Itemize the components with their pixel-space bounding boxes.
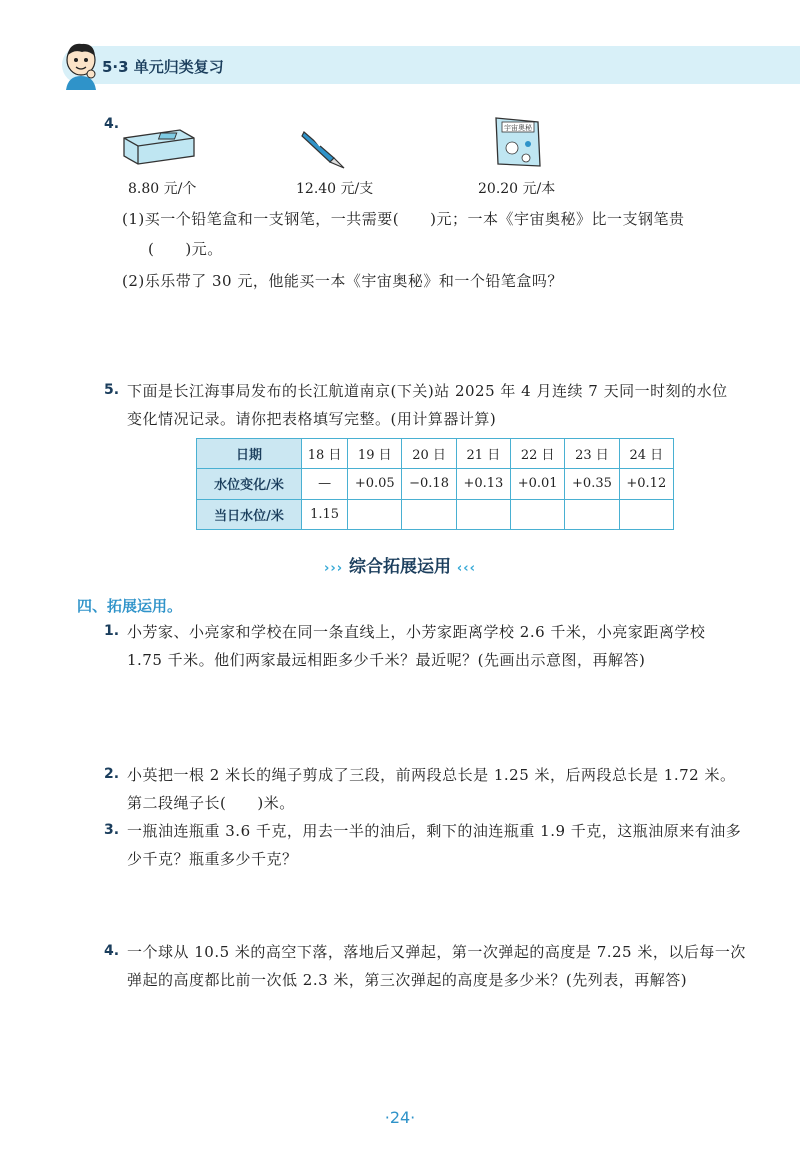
section-title-text: 综合拓展运用 [349,557,451,577]
p4-q1-line1: 小芳家、小亮家和学校在同一条直线上，小芳家距离学校 2.6 千米，小亮家距离学校 [127,623,706,641]
q4-part1-line1: (1)买一个铅笔盒和一支钢笔，一共需要( )元；一本《宇宙奥秘》比一支钢笔贵 [122,210,685,228]
change-cell: +0.13 [456,469,510,499]
level-cell[interactable] [619,499,673,529]
table-row [197,469,674,499]
date-cell: 20 日 [402,439,456,469]
level-cell: 1.15 [302,499,348,529]
pencil-case-icon [120,124,198,166]
table-row [197,499,674,529]
fountain-pen-price: 12.40 元/支 [296,181,374,197]
p4-q2-line2: 第二段绳子长( )米。 [127,794,295,812]
pencil-case-price: 8.80 元/个 [128,181,197,197]
row-header-date: 日期 [197,439,302,469]
mascot-icon [58,40,104,90]
q4-number: 4. [104,116,120,132]
row-header-change: 水位变化/米 [197,469,302,499]
date-cell: 18 日 [302,439,348,469]
level-cell[interactable] [456,499,510,529]
p4-q2-number: 2. [104,766,120,782]
level-cell[interactable] [565,499,619,529]
p4-q3-line1: 一瓶油连瓶重 3.6 千克，用去一半的油后，剩下的油连瓶重 1.9 千克，这瓶油原来有油多 [127,822,742,840]
section-left-arrows: ››› [324,561,344,576]
part4-heading: 四、拓展运用。 [77,597,183,615]
p4-q2-line1: 小英把一根 2 米长的绳子剪成了三段，前两段总长是 1.25 米，后两段总长是 1.72 米。 [127,766,736,784]
level-cell[interactable] [511,499,565,529]
row-header-level: 当日水位/米 [197,499,302,529]
q5-line1: 下面是长江海事局发布的长江航道南京(下关)站 2025 年 4 月连续 7 天同一时刻的水位 [127,382,728,400]
change-cell: +0.05 [348,469,402,499]
date-cell: 22 日 [511,439,565,469]
change-cell: +0.01 [511,469,565,499]
change-cell: −0.18 [402,469,456,499]
p4-q4-line2: 弹起的高度都比前一次低 2.3 米，第三次弹起的高度是多少米？(先列表，再解答) [127,971,688,989]
fountain-pen-icon [300,126,350,170]
level-cell[interactable] [402,499,456,529]
section-title [0,552,800,577]
header-title: 5·3 单元归类复习 [102,58,224,76]
p4-q3-line2: 少千克？瓶重多少千克？ [127,850,298,868]
q5-line2: 变化情况记录。请你把表格填写完整。(用计算器计算) [127,410,497,428]
water-level-table [196,438,674,530]
change-cell: — [302,469,348,499]
q4-part1-line2: ( )元。 [148,240,223,258]
book-price: 20.20 元/本 [478,181,556,197]
q4-part2: (2)乐乐带了 30 元，他能买一本《宇宙奥秘》和一个铅笔盒吗？ [122,272,563,290]
table-row [197,439,674,469]
date-cell: 21 日 [456,439,510,469]
q5-number: 5. [104,382,120,398]
section-right-arrows: ‹‹‹ [456,561,476,576]
p4-q4-line1: 一个球从 10.5 米的高空下落，落地后又弹起，第一次弹起的高度是 7.25 米，以后每一次 [127,943,746,961]
book-cover-text: 宇宙奥秘 [504,124,532,132]
change-cell: +0.12 [619,469,673,499]
date-cell: 23 日 [565,439,619,469]
p4-q3-number: 3. [104,822,120,838]
p4-q1-line2: 1.75 千米。他们两家最远相距多少千米？最近呢？(先画出示意图，再解答) [127,651,646,669]
change-cell: +0.35 [565,469,619,499]
p4-q1-number: 1. [104,623,120,639]
date-cell: 19 日 [348,439,402,469]
page-number: ·24· [384,1108,416,1127]
date-cell: 24 日 [619,439,673,469]
level-cell[interactable] [348,499,402,529]
p4-q4-number: 4. [104,943,120,959]
book-icon [490,114,546,170]
